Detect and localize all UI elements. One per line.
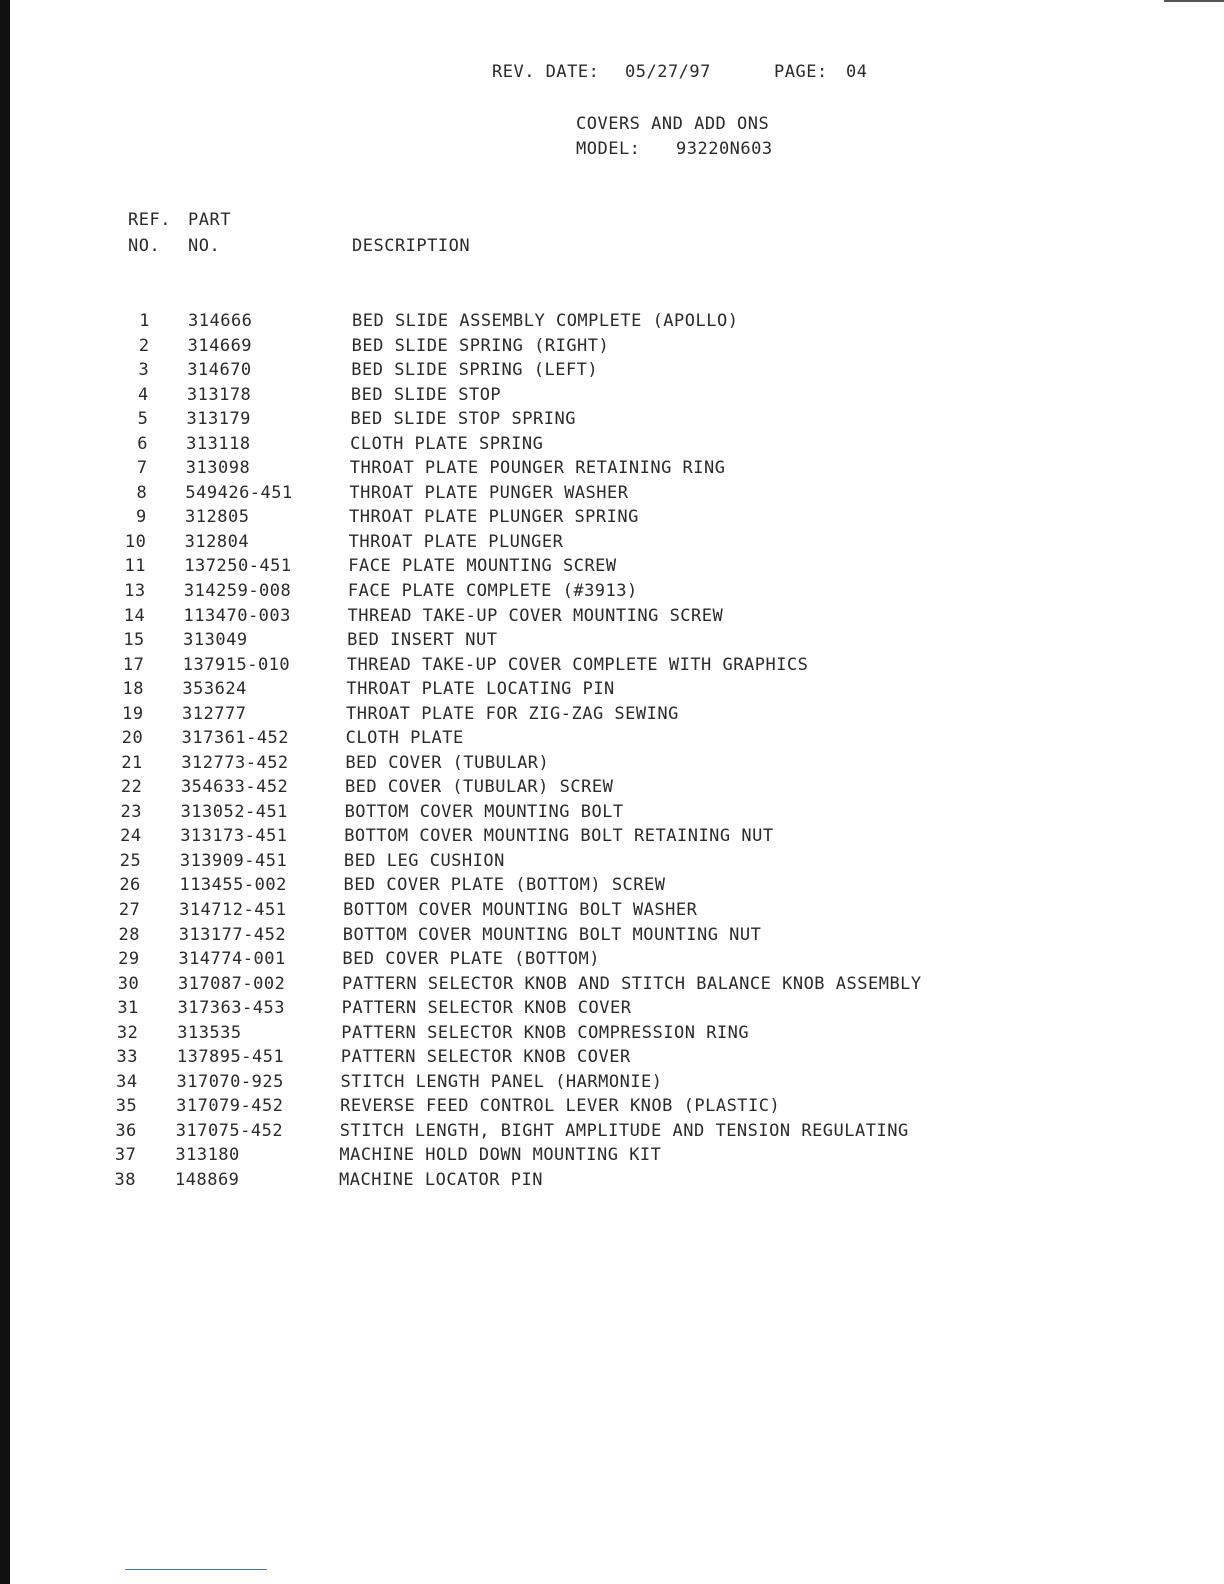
part-number: 313909-451 [179,850,288,871]
part-description: BED SLIDE SPRING (RIGHT) [351,335,610,356]
ref-number: 10 [124,531,147,552]
part-description: BED SLIDE STOP SPRING [350,409,576,430]
scan-underline [125,1569,267,1570]
part-description: REVERSE FEED CONTROL LEVER KNOB (PLASTIC) [340,1096,781,1117]
part-description: CLOTH PLATE SPRING [350,433,544,454]
part-number: 312777 [182,703,247,724]
ref-number: 13 [124,580,146,601]
part-number: 354633-452 [180,777,289,798]
part-description: PATTERN SELECTOR KNOB COMPRESSION RING [341,1022,750,1043]
part-number: 317363-453 [177,998,285,1019]
ref-number: 3 [138,360,150,381]
part-number: 312805 [185,507,250,528]
part-number: 312804 [184,531,250,552]
part-number: 313049 [183,630,248,651]
part-number: 313118 [186,433,251,454]
ref-number: 18 [122,679,144,700]
part-description: THREAD TAKE-UP COVER MOUNTING SCREW [347,605,724,626]
part-description: BOTTOM COVER MOUNTING BOLT [344,801,624,822]
part-number: 313098 [185,458,251,479]
ref-number: 20 [121,728,144,749]
page-number: 04 [846,62,868,82]
ref-number: 8 [136,482,148,503]
part-number: 549426-451 [185,482,293,503]
part-number: 314666 [188,311,253,331]
part-number: 317075-452 [175,1120,284,1141]
ref-number: 21 [121,752,143,773]
ref-number: 25 [119,850,142,871]
ref-number: 9 [136,507,147,528]
ref-number: 38 [114,1170,136,1190]
ref-header-line2: NO. [128,236,161,256]
part-number: 113470-003 [183,605,291,626]
part-description: BED LEG CUSHION [343,850,505,871]
part-description: THROAT PLATE LOCATING PIN [346,679,615,700]
part-number: 317361-452 [181,728,290,749]
part-description: BOTTOM COVER MOUNTING BOLT MOUNTING NUT [342,924,762,945]
ref-number: 26 [119,875,141,896]
part-description: BOTTOM COVER MOUNTING BOLT WASHER [343,900,698,921]
part-number: 313177-452 [178,924,287,945]
model-number: 93220N603 [676,139,773,159]
part-number: 137915-010 [182,654,291,675]
ref-number: 1 [139,311,150,331]
ref-number: 14 [123,605,146,626]
part-description: THROAT PLATE PLUNGER [348,531,564,552]
part-number: 317079-452 [176,1096,284,1117]
part-number: 313173-451 [180,826,288,847]
part-description: BED INSERT NUT [347,630,498,651]
part-number: 148869 [175,1170,240,1190]
part-description: MACHINE LOCATOR PIN [339,1170,543,1190]
ref-number: 22 [120,777,143,798]
model-label: MODEL: [576,139,641,159]
part-description: THROAT PLATE PUNGER WASHER [349,482,629,503]
ref-number: 24 [120,826,142,847]
ref-number: 17 [122,654,145,675]
part-description: BED SLIDE SPRING (LEFT) [351,360,599,381]
part-number: 312773-452 [181,752,289,773]
ref-number: 7 [136,458,148,479]
ref-number: 33 [116,1047,138,1068]
part-number: 313178 [186,384,252,405]
part-number: 314712-451 [179,900,287,921]
part-description: BED COVER (TUBULAR) SCREW [344,777,614,798]
rev-date: 05/27/97 [625,62,711,82]
part-description: BOTTOM COVER MOUNTING BOLT RETAINING NUT [344,826,774,847]
part-description: THROAT PLATE FOR ZIG-ZAG SEWING [346,703,679,724]
part-description: BED COVER (TUBULAR) [345,752,550,773]
part-number: 317087-002 [177,973,286,994]
part-description: FACE PLATE COMPLETE (#3913) [347,580,638,601]
part-number: 314259-008 [183,580,292,601]
ref-number: 34 [116,1071,138,1092]
part-number: 314669 [187,335,253,356]
part-description: THROAT PLATE POUNGER RETAINING RING [349,458,726,479]
part-description: BED SLIDE STOP [350,384,502,405]
part-description: PATTERN SELECTOR KNOB COVER [341,998,632,1019]
part-number: 313179 [186,409,251,430]
part-description: CLOTH PLATE [345,728,464,749]
part-description: FACE PLATE MOUNTING SCREW [348,556,617,577]
ref-number: 19 [122,703,144,724]
ref-number: 15 [123,630,145,651]
description-header: DESCRIPTION [352,236,471,256]
ref-number: 5 [137,409,149,430]
ref-number: 31 [117,998,139,1019]
part-description: STITCH LENGTH, BIGHT AMPLITUDE AND TENSION REGULATING [339,1120,909,1141]
ref-number: 35 [115,1096,138,1117]
ref-number: 11 [124,556,146,577]
ref-header-line1: REF. [128,210,171,230]
part-header-line1: PART [188,210,231,230]
ref-number: 37 [114,1145,137,1166]
part-number: 353624 [182,679,247,700]
ref-number: 27 [118,900,141,921]
part-number: 113455-002 [179,875,287,896]
part-description: PATTERN SELECTOR KNOB AND STITCH BALANCE KNOB ASSEMBLY [341,973,922,994]
part-description: BED COVER PLATE (BOTTOM) SCREW [343,875,666,896]
part-header-line2: NO. [188,236,221,256]
part-number: 313535 [177,1022,242,1043]
part-number: 137250-451 [184,556,292,577]
ref-number: 36 [115,1120,137,1141]
part-description: THREAD TAKE-UP COVER COMPLETE WITH GRAPHICS [346,654,809,675]
ref-number: 28 [118,924,140,945]
part-description: BED COVER PLATE (BOTTOM) [342,949,600,970]
part-description: THROAT PLATE PLUNGER SPRING [349,507,639,528]
page-label: PAGE: [774,62,828,82]
part-description: PATTERN SELECTOR KNOB COVER [340,1047,631,1068]
ref-number: 6 [137,433,148,454]
part-description: STITCH LENGTH PANEL (HARMONIE) [340,1071,663,1092]
part-description: BED SLIDE ASSEMBLY COMPLETE (APOLLO) [352,311,739,331]
part-number: 314774-001 [178,949,286,970]
part-number: 313180 [175,1145,240,1166]
section-title: COVERS AND ADD ONS [576,114,770,134]
part-description: MACHINE HOLD DOWN MOUNTING KIT [339,1145,662,1166]
ref-number: 32 [116,1022,139,1043]
part-number: 314670 [187,360,252,381]
ref-number: 30 [117,973,140,994]
ref-number: 4 [138,384,149,405]
part-number: 313052-451 [180,801,288,822]
part-number: 137895-451 [176,1047,285,1068]
ref-number: 2 [138,335,150,356]
rev-date-label: REV. DATE: [492,62,600,82]
ref-number: 23 [120,801,142,822]
part-number: 317070-925 [176,1071,284,1092]
ref-number: 29 [118,949,140,970]
